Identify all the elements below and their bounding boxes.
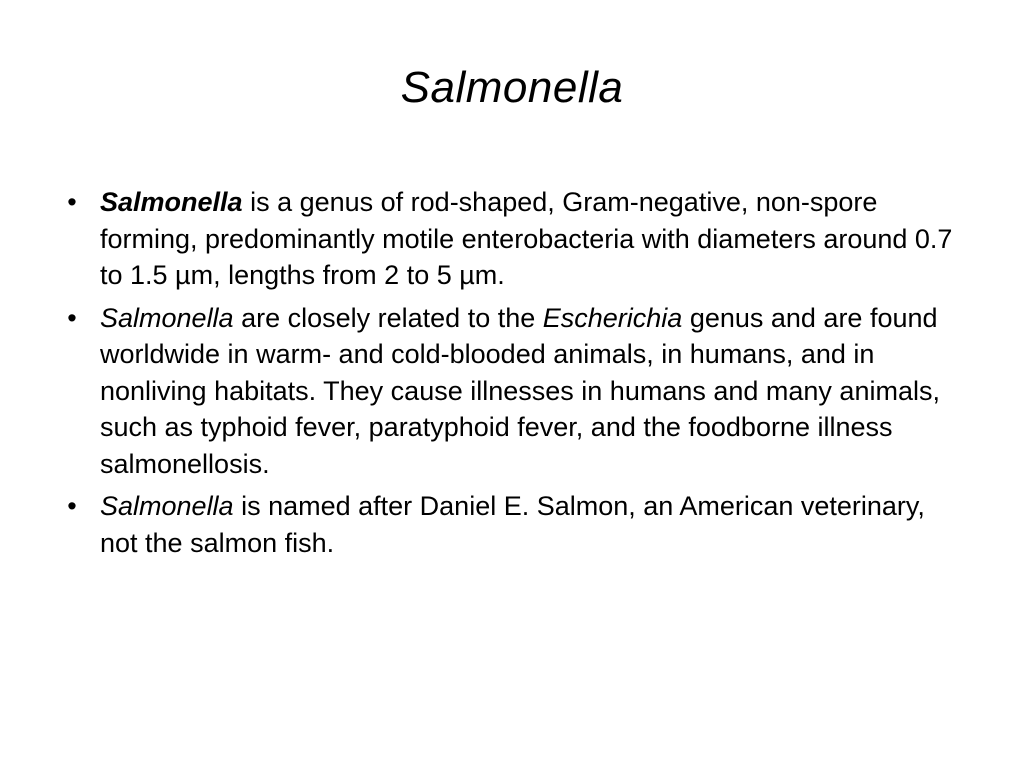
bullet-text-part: is a genus of rod-shaped, Gram-negative, non-spore forming, predominantly motile enterobacteria with diameters around 0.7 to 1.5 µm, lengths from 2 to 5 µm.	[100, 187, 953, 290]
bullet-text-part: genus and are found worldwide in warm- and cold-blooded animals, in humans, and in nonliving habitats. They cause illnesses in humans and many animals, such as typhoid fever, paratyphoid fever, and the foodborne illness salmonellosis.	[100, 302, 940, 479]
bullet-item-named	[62, 488, 962, 561]
bullet-text-part: Salmonella	[100, 491, 234, 521]
bullet-icon: •	[67, 302, 77, 333]
bullet-text-part: is named after Daniel E. Salmon, an American veterinary, not the salmon fish.	[100, 491, 925, 558]
bullet-icon: •	[67, 491, 77, 521]
bullet-text-part: Salmonella	[100, 187, 243, 217]
slide-title: Salmonella	[400, 63, 624, 112]
bullet-icon: •	[67, 187, 77, 217]
bullet-item-related	[62, 300, 962, 483]
bullet-text-part: Salmonella	[100, 302, 234, 333]
bullet-text-part: Escherichia	[542, 302, 683, 333]
bullet-text-part: are closely related to the	[233, 302, 543, 333]
bullet-list	[62, 184, 962, 567]
bullet-item-genus	[62, 184, 962, 294]
